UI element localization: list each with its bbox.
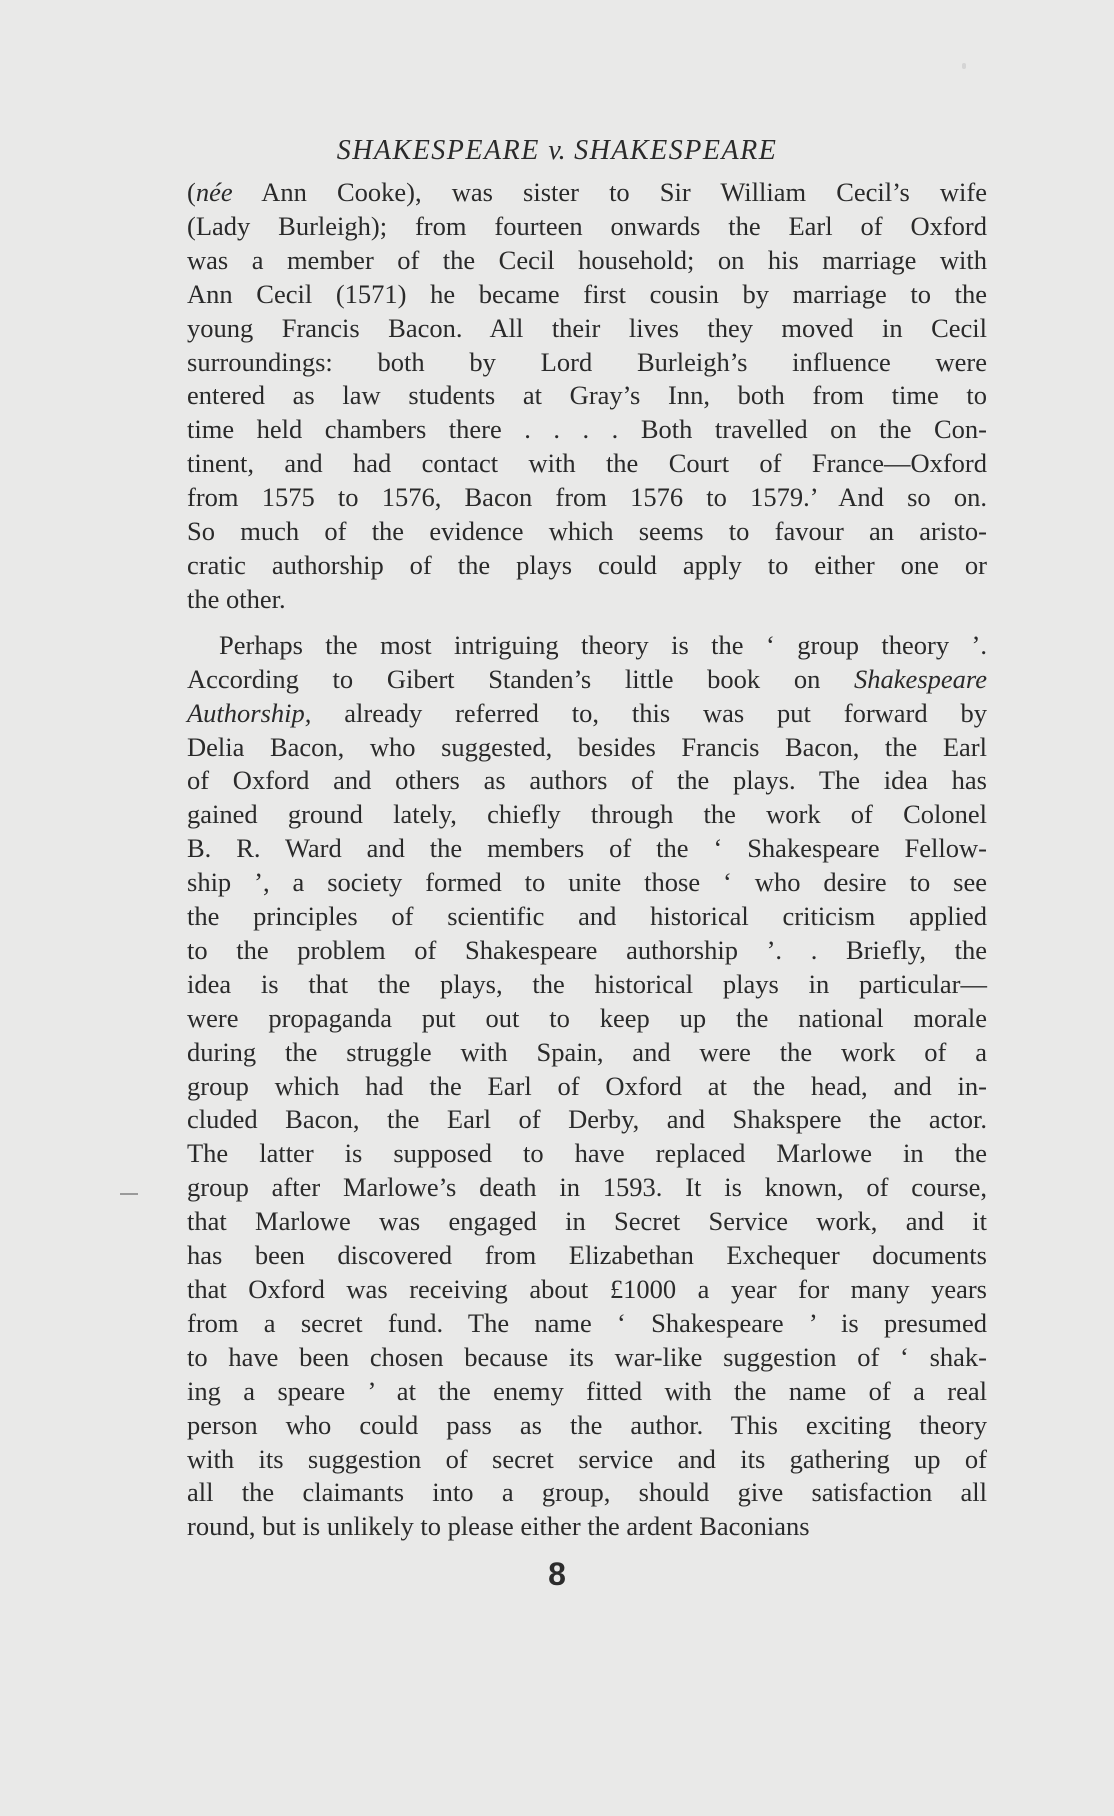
page-number: 8 [548,1556,566,1592]
text-line: (née Ann Cooke), was sister to Sir William Cecil’s wife [187,177,987,207]
text-line: ing a speare ’ at the enemy fitted with the name of a real [187,1375,987,1406]
text-line: the other. [187,583,286,614]
text-line: surroundings: both by Lord Burleigh’s influence were [187,346,987,377]
text-line: with its suggestion of secret service and its gathering up of [187,1443,987,1474]
text-line: ship ’, a society formed to unite those ‘ who desire to see [187,867,987,898]
text-line: young Francis Bacon. All their lives they moved in Cecil [187,312,987,343]
text-line: was a member of the Cecil household; on his marriage with [187,244,987,275]
text-line: entered as law students at Gray’s Inn, both from time to [187,380,987,411]
text-line: were propaganda put out to keep up the national morale [187,1002,987,1033]
text-line: Delia Bacon, who suggested, besides Francis Bacon, the Earl [187,731,987,762]
text-line: According to Gibert Standen’s little book on Shakespeare [187,663,987,694]
text-line: of Oxford and others as authors of the plays. The idea has [187,765,987,796]
paragraph-2 [187,629,987,1544]
text-line: all the claimants into a group, should give satisfaction all [187,1477,987,1508]
text-line: gained ground lately, chiefly through the work of Colonel [187,799,987,830]
paper-speck [962,63,966,69]
text-line: from 1575 to 1576, Bacon from 1576 to 1579.’ And so on. [187,482,987,513]
paragraph-1 [187,176,987,617]
text-line: Authorship, already referred to, this was put forward by [187,697,987,728]
text-line: round, but is unlikely to please either the ardent Baconians [187,1511,810,1542]
text-line: Ann Cecil (1571) he became first cousin by marriage to the [187,278,987,309]
body-text [187,176,987,1544]
text-line: time held chambers there . . . . Both travelled on the Con- [187,414,987,445]
running-head: SHAKESPEARE v. SHAKESPEARE [336,135,778,166]
text-line: person who could pass as the author. This exciting theory [187,1409,987,1440]
text-line: group after Marlowe’s death in 1593. It is known, of course, [187,1172,987,1203]
text-line: cluded Bacon, the Earl of Derby, and Shakspere the actor. [187,1104,987,1135]
text-line: has been discovered from Elizabethan Exchequer documents [187,1240,987,1271]
text-line: the principles of scientific and historical criticism applied [187,901,987,932]
text-line: to the problem of Shakespeare authorship ’. . Briefly, the [187,934,987,965]
text-line: The latter is supposed to have replaced Marlowe in the [187,1138,987,1169]
text-line: that Oxford was receiving about £1000 a year for many years [187,1274,987,1304]
text-line: Perhaps the most intriguing theory is the ‘ group theory ’. [219,629,987,660]
text-line: tinent, and had contact with the Court of France—Oxford [187,448,987,479]
text-line: B. R. Ward and the members of the ‘ Shakespeare Fellow- [187,833,987,864]
text-line: from a secret fund. The name ‘ Shakespeare ’ is presumed [187,1307,987,1338]
text-line: that Marlowe was engaged in Secret Service work, and it [187,1206,987,1237]
text-line: (Lady Burleigh); from fourteen onwards the Earl of Oxford [187,210,987,241]
text-line: cratic authorship of the plays could apply to either one or [187,549,987,580]
text-line: idea is that the plays, the historical plays in particular— [187,968,987,999]
text-line: to have been chosen because its war-like suggestion of ‘ shak- [187,1341,987,1372]
margin-mark [120,1193,138,1195]
text-line: during the struggle with Spain, and were the work of a [187,1036,987,1067]
text-line: group which had the Earl of Oxford at the head, and in- [187,1070,987,1101]
text-line: So much of the evidence which seems to favour an aristo- [187,516,987,547]
